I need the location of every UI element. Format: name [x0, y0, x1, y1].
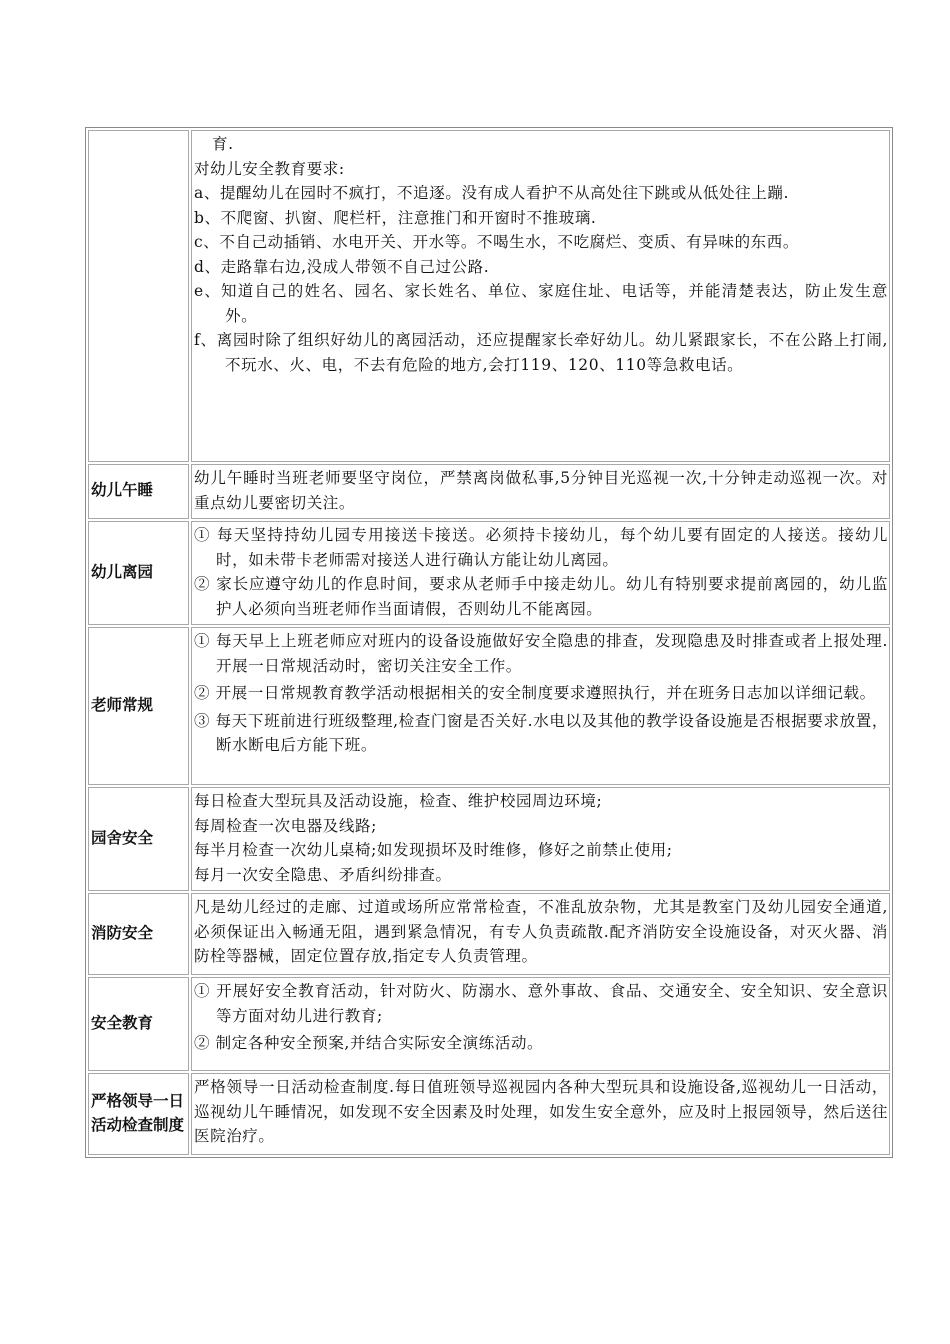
- table-row: [88, 521, 890, 625]
- row-content: [191, 464, 890, 519]
- row-heading: 幼儿午睡: [88, 464, 189, 519]
- text-line: ③ 每天下班前进行班级整理,检查门窗是否关好.水电以及其他的教学设备设施是否根据要求放置，断水断电后方能下班。: [194, 711, 888, 754]
- text-line: ② 家长应遵守幼儿的作息时间，要求从老师手中接走幼儿。幼儿有特别要求提前离园的，幼儿监护人必须向当班老师作当面请假，否则幼儿不能离园。: [194, 575, 888, 618]
- row-heading: 老师常规: [88, 627, 189, 785]
- table-row: [88, 893, 890, 975]
- text-line: 每日检查大型玩具及活动设施，检查、维护校园周边环境;: [194, 792, 603, 810]
- row-heading: 消防安全: [88, 893, 189, 975]
- row-content: [191, 893, 890, 975]
- table-row: [88, 130, 890, 462]
- text-line: ② 制定各种安全预案,并结合实际安全演练活动。: [194, 1034, 544, 1052]
- text-line: a、提醒幼儿在园时不疯打，不追逐。没有成人看护不从高处往下跳或从低处往上蹦.: [194, 184, 789, 202]
- row-content: [191, 627, 890, 785]
- text-line: 每半月检查一次幼儿桌椅;如发现损坏及时维修，修好之前禁止使用;: [194, 841, 673, 859]
- table-row: [88, 464, 890, 519]
- row-heading: 严格领导一日活动检查制度: [88, 1073, 189, 1155]
- row-heading: 幼儿离园: [88, 521, 189, 625]
- text-line: e、知道自己的姓名、园名、家长姓名、单位、家庭住址、电话等，并能清楚表达，防止发生意外。: [194, 282, 888, 325]
- text-line: 严格领导一日活动检查制度.每日值班领导巡视园内各种大型玩具和设施设备,巡视幼儿一日活动，巡视幼儿午睡情况，如发现不安全因素及时处理，如发生安全意外，应及时上报园领导，然后送往医院治疗。: [194, 1078, 888, 1145]
- text-line: 幼儿午睡时当班老师要坚守岗位，严禁离岗做私事,5分钟目光巡视一次,十分钟走动巡视一次。对重点幼儿要密切关注。: [194, 469, 888, 512]
- row-content: [191, 521, 890, 625]
- row-heading: [88, 130, 189, 462]
- text-line: ① 开展好安全教育活动，针对防火、防溺水、意外事故、食品、交通安全、安全知识、安全意识等方面对幼儿进行教育;: [194, 982, 888, 1025]
- text-line: c、不自己动插销、水电开关、开水等。不喝生水，不吃腐烂、变质、有异味的东西。: [194, 233, 799, 251]
- table-row: [88, 1073, 890, 1155]
- text-line: 凡是幼儿经过的走廊、过道或场所应常常检查，不准乱放杂物，尤其是教室门及幼儿园安全通道,必须保证出入畅通无阻，遇到紧急情况，有专人负责疏散.配齐消防安全设施设备，对灭火器、消防栓等器械，固定位置存放,指定专人负责管理。: [194, 898, 888, 965]
- text-line: b、不爬窗、扒窗、爬栏杆，注意推门和开窗时不推玻璃.: [194, 208, 597, 227]
- text-line: 每月一次安全隐患、矛盾纠纷排查。: [194, 865, 452, 884]
- text-line: 对幼儿安全教育要求:: [194, 159, 345, 178]
- row-content: [191, 787, 890, 891]
- text-line: ① 每天早上上班老师应对班内的设备设施做好安全隐患的排查，发现隐患及时排查或者上报处理.开展一日常规活动时，密切关注安全工作。: [194, 632, 888, 675]
- row-content: [191, 1073, 890, 1155]
- table-row: [88, 787, 890, 891]
- text-line: f、离园时除了组织好幼儿的离园活动，还应提醒家长牵好幼儿。幼儿紧跟家长，不在公路上打闹,不玩水、火、电，不去有危险的地方,会打119、120、110等急救电话。: [194, 331, 888, 374]
- table-row: [88, 977, 890, 1071]
- text-line: d、走路靠右边,没成人带领不自己过公路.: [194, 257, 490, 276]
- row-heading: 安全教育: [88, 977, 189, 1071]
- row-content: [191, 130, 890, 462]
- text-line: 育.: [212, 135, 234, 153]
- row-heading: 园舍安全: [88, 787, 189, 891]
- text-line: ① 每天坚持持幼儿园专用接送卡接送。必须持卡接幼儿，每个幼儿要有固定的人接送。接幼儿时，如未带卡老师需对接送人进行确认方能让幼儿离园。: [194, 526, 888, 569]
- safety-rules-table: [85, 127, 893, 1158]
- row-content: [191, 977, 890, 1071]
- table-row: [88, 627, 890, 785]
- text-line: 每周检查一次电器及线路;: [194, 816, 377, 835]
- text-line: ② 开展一日常规教育教学活动根据相关的安全制度要求遵照执行，并在班务日志加以详细记载。: [194, 684, 876, 702]
